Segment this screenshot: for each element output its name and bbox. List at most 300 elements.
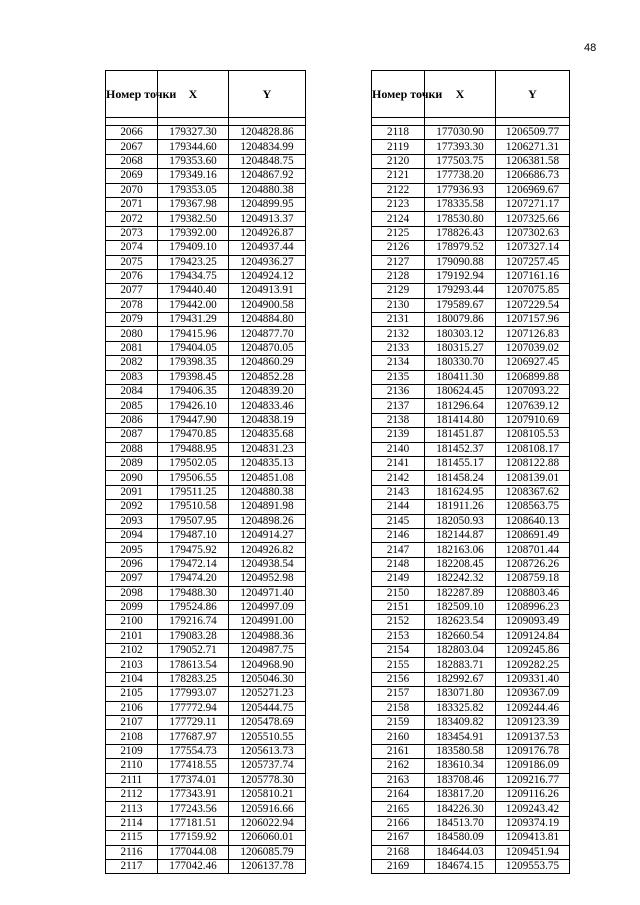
point-number-cell: 2078	[106, 298, 158, 312]
table-row	[106, 701, 306, 715]
y-coordinate-cell: 1204968.90	[229, 658, 306, 672]
point-number-cell: 2126	[372, 241, 425, 255]
point-number-cell: 2120	[372, 154, 425, 168]
table-row	[106, 313, 306, 327]
point-number-cell: 2119	[372, 140, 425, 154]
y-coordinate-cell: 1207325.66	[496, 212, 570, 226]
y-coordinate-cell: 1208122.88	[496, 456, 570, 470]
y-coordinate-cell: 1208139.01	[496, 471, 570, 485]
table-row	[106, 572, 306, 586]
point-number-cell: 2149	[372, 572, 425, 586]
y-coordinate-cell: 1207327.14	[496, 241, 570, 255]
table-row	[106, 615, 306, 629]
y-coordinate-cell: 1204834.99	[229, 140, 306, 154]
point-number-cell: 2132	[372, 327, 425, 341]
table-row	[106, 197, 306, 211]
table-row	[106, 787, 306, 801]
table-row	[372, 500, 570, 514]
x-coordinate-cell: 182144.87	[425, 528, 496, 542]
y-coordinate-cell: 1204852.28	[229, 370, 306, 384]
table-row	[372, 226, 570, 240]
point-number-cell: 2134	[372, 356, 425, 370]
point-number-header: Номер точки	[372, 71, 425, 118]
x-coordinate-cell: 179440.40	[158, 284, 229, 298]
point-number-cell: 2080	[106, 327, 158, 341]
point-number-cell: 2135	[372, 370, 425, 384]
x-coordinate-cell: 181911.26	[425, 500, 496, 514]
point-number-cell: 2102	[106, 644, 158, 658]
x-coordinate-cell: 179488.95	[158, 442, 229, 456]
x-coordinate-cell: 183610.34	[425, 759, 496, 773]
x-coordinate-cell: 177503.75	[425, 154, 496, 168]
y-coordinate-cell: 1205778.30	[229, 773, 306, 787]
y-coordinate-cell: 1204987.75	[229, 644, 306, 658]
x-coordinate-cell: 179406.35	[158, 385, 229, 399]
table-row	[106, 399, 306, 413]
point-number-cell: 2140	[372, 442, 425, 456]
table-row	[106, 428, 306, 442]
y-coordinate-cell: 1206060.01	[229, 831, 306, 845]
table-row	[106, 356, 306, 370]
x-coordinate-cell: 179392.00	[158, 226, 229, 240]
y-coordinate-cell: 1209137.53	[496, 730, 570, 744]
point-number-cell: 2124	[372, 212, 425, 226]
x-coordinate-cell: 183580.58	[425, 744, 496, 758]
y-coordinate-cell: 1209282.25	[496, 658, 570, 672]
x-coordinate-cell: 180079.86	[425, 313, 496, 327]
table-row	[372, 370, 570, 384]
table-row	[372, 730, 570, 744]
point-number-cell: 2157	[372, 687, 425, 701]
x-coordinate-cell: 179367.98	[158, 197, 229, 211]
point-number-cell: 2168	[372, 845, 425, 859]
point-number-cell: 2079	[106, 313, 158, 327]
y-coordinate-cell: 1208563.75	[496, 500, 570, 514]
coordinates-table-right	[371, 70, 570, 874]
y-coordinate-cell: 1207271.17	[496, 197, 570, 211]
point-number-cell: 2139	[372, 428, 425, 442]
page-number: 48	[584, 42, 597, 54]
x-coordinate-cell: 180315.27	[425, 341, 496, 355]
x-coordinate-cell: 179353.05	[158, 183, 229, 197]
point-number-cell: 2141	[372, 456, 425, 470]
x-coordinate-cell: 178826.43	[425, 226, 496, 240]
x-coordinate-cell: 179474.20	[158, 572, 229, 586]
point-number-cell: 2133	[372, 341, 425, 355]
table-row	[372, 759, 570, 773]
point-number-cell: 2163	[372, 773, 425, 787]
y-coordinate-cell: 1209093.49	[496, 615, 570, 629]
point-number-cell: 2117	[106, 859, 158, 873]
y-coordinate-cell: 1208759.18	[496, 572, 570, 586]
table-row	[106, 716, 306, 730]
point-number-cell: 2084	[106, 385, 158, 399]
x-coordinate-cell: 179507.95	[158, 514, 229, 528]
point-number-cell: 2154	[372, 644, 425, 658]
table-row	[372, 456, 570, 470]
x-coordinate-cell: 182050.93	[425, 514, 496, 528]
table-row	[106, 514, 306, 528]
point-number-cell: 2144	[372, 500, 425, 514]
point-number-cell: 2115	[106, 831, 158, 845]
table-row	[106, 183, 306, 197]
x-coordinate-cell: 182660.54	[425, 629, 496, 643]
y-coordinate-cell: 1204884.80	[229, 313, 306, 327]
y-coordinate-cell: 1207229.54	[496, 298, 570, 312]
table-row	[372, 845, 570, 859]
point-number-cell: 2075	[106, 255, 158, 269]
y-coordinate-cell: 1204877.70	[229, 327, 306, 341]
x-coordinate-cell: 184513.70	[425, 816, 496, 830]
table-row	[106, 557, 306, 571]
x-coordinate-cell: 179415.96	[158, 327, 229, 341]
y-coordinate-cell: 1208105.53	[496, 428, 570, 442]
y-coordinate-cell: 1209331.40	[496, 672, 570, 686]
table-row	[106, 327, 306, 341]
y-coordinate-cell: 1205046.30	[229, 672, 306, 686]
x-header: X	[158, 71, 229, 118]
table-row	[372, 183, 570, 197]
point-number-cell: 2129	[372, 284, 425, 298]
point-number-cell: 2164	[372, 787, 425, 801]
x-coordinate-cell: 179192.94	[425, 269, 496, 283]
y-coordinate-cell: 1207157.96	[496, 313, 570, 327]
y-coordinate-cell: 1208640.13	[496, 514, 570, 528]
y-coordinate-cell: 1204988.36	[229, 629, 306, 643]
table-row	[106, 586, 306, 600]
x-coordinate-cell: 178979.52	[425, 241, 496, 255]
point-number-cell: 2158	[372, 701, 425, 715]
y-coordinate-cell: 1209245.86	[496, 644, 570, 658]
x-coordinate-cell: 179470.85	[158, 428, 229, 442]
x-header: X	[425, 71, 496, 118]
point-number-cell: 2156	[372, 672, 425, 686]
x-coordinate-cell: 184226.30	[425, 802, 496, 816]
x-coordinate-cell: 177687.97	[158, 730, 229, 744]
point-number-cell: 2162	[372, 759, 425, 773]
point-number-cell: 2101	[106, 629, 158, 643]
point-number-cell: 2108	[106, 730, 158, 744]
x-coordinate-cell: 179083.28	[158, 629, 229, 643]
table-row	[106, 370, 306, 384]
point-number-cell: 2081	[106, 341, 158, 355]
table-row	[106, 816, 306, 830]
table-row	[372, 687, 570, 701]
y-coordinate-cell: 1208108.17	[496, 442, 570, 456]
point-number-cell: 2147	[372, 543, 425, 557]
table-row	[372, 514, 570, 528]
point-number-cell: 2153	[372, 629, 425, 643]
point-number-cell: 2068	[106, 154, 158, 168]
table-row	[106, 456, 306, 470]
point-number-cell: 2086	[106, 413, 158, 427]
y-coordinate-cell: 1206899.88	[496, 370, 570, 384]
y-coordinate-cell: 1207039.02	[496, 341, 570, 355]
x-coordinate-cell: 179426.10	[158, 399, 229, 413]
table-row	[372, 543, 570, 557]
header-gap	[372, 118, 570, 126]
table-row	[106, 126, 306, 140]
table-row	[372, 701, 570, 715]
x-coordinate-cell: 180330.70	[425, 356, 496, 370]
table-row	[106, 802, 306, 816]
point-number-cell: 2125	[372, 226, 425, 240]
point-number-cell: 2069	[106, 169, 158, 183]
y-coordinate-cell: 1205510.55	[229, 730, 306, 744]
y-coordinate-cell: 1204867.92	[229, 169, 306, 183]
x-coordinate-cell: 179506.55	[158, 471, 229, 485]
x-coordinate-cell: 179090.88	[425, 255, 496, 269]
point-number-cell: 2088	[106, 442, 158, 456]
point-number-cell: 2151	[372, 600, 425, 614]
x-coordinate-cell: 180303.12	[425, 327, 496, 341]
x-coordinate-cell: 183325.82	[425, 701, 496, 715]
point-number-cell: 2071	[106, 197, 158, 211]
point-number-cell: 2131	[372, 313, 425, 327]
table-row	[372, 212, 570, 226]
table-row	[372, 327, 570, 341]
x-coordinate-cell: 177554.73	[158, 744, 229, 758]
point-number-cell: 2121	[372, 169, 425, 183]
x-coordinate-cell: 183817.20	[425, 787, 496, 801]
x-coordinate-cell: 179382.50	[158, 212, 229, 226]
x-coordinate-cell: 181458.24	[425, 471, 496, 485]
y-coordinate-cell: 1209186.09	[496, 759, 570, 773]
table-row	[106, 744, 306, 758]
table-row	[372, 572, 570, 586]
y-coordinate-cell: 1205916.66	[229, 802, 306, 816]
x-coordinate-cell: 177181.51	[158, 816, 229, 830]
table-row	[372, 816, 570, 830]
y-coordinate-cell: 1206686.73	[496, 169, 570, 183]
table-row	[106, 226, 306, 240]
table-row	[372, 255, 570, 269]
y-coordinate-cell: 1205810.21	[229, 787, 306, 801]
table-row	[372, 341, 570, 355]
point-number-cell: 2160	[372, 730, 425, 744]
y-coordinate-cell: 1208701.44	[496, 543, 570, 557]
y-coordinate-cell: 1204880.38	[229, 183, 306, 197]
table-row	[372, 126, 570, 140]
table-row	[106, 413, 306, 427]
y-coordinate-cell: 1207639.12	[496, 399, 570, 413]
y-coordinate-cell: 1204926.87	[229, 226, 306, 240]
y-coordinate-cell: 1204835.13	[229, 456, 306, 470]
x-coordinate-cell: 179442.00	[158, 298, 229, 312]
x-coordinate-cell: 181624.95	[425, 485, 496, 499]
y-header: Y	[229, 71, 306, 118]
x-coordinate-cell: 178613.54	[158, 658, 229, 672]
x-coordinate-cell: 177159.92	[158, 831, 229, 845]
y-coordinate-cell: 1209123.39	[496, 716, 570, 730]
table-row	[106, 241, 306, 255]
table-row	[372, 658, 570, 672]
y-coordinate-cell: 1204899.95	[229, 197, 306, 211]
y-coordinate-cell: 1207075.85	[496, 284, 570, 298]
point-number-cell: 2169	[372, 859, 425, 873]
point-number-cell: 2076	[106, 269, 158, 283]
table-row	[106, 845, 306, 859]
x-coordinate-cell: 179398.45	[158, 370, 229, 384]
point-number-cell: 2166	[372, 816, 425, 830]
y-coordinate-cell: 1209374.19	[496, 816, 570, 830]
y-coordinate-cell: 1204838.19	[229, 413, 306, 427]
y-coordinate-cell: 1205478.69	[229, 716, 306, 730]
x-coordinate-cell: 179589.67	[425, 298, 496, 312]
y-coordinate-cell: 1204997.09	[229, 600, 306, 614]
x-coordinate-cell: 179353.60	[158, 154, 229, 168]
point-number-cell: 2092	[106, 500, 158, 514]
y-coordinate-cell: 1207126.83	[496, 327, 570, 341]
point-number-cell: 2105	[106, 687, 158, 701]
table-row	[372, 600, 570, 614]
table-row	[106, 500, 306, 514]
point-number-cell: 2111	[106, 773, 158, 787]
table-row	[372, 859, 570, 873]
x-coordinate-cell: 179510.58	[158, 500, 229, 514]
x-coordinate-cell: 179052.71	[158, 644, 229, 658]
x-coordinate-cell: 182242.32	[425, 572, 496, 586]
y-coordinate-cell: 1209367.09	[496, 687, 570, 701]
x-coordinate-cell: 179216.74	[158, 615, 229, 629]
table-row	[372, 413, 570, 427]
table-row	[106, 341, 306, 355]
point-number-cell: 2127	[372, 255, 425, 269]
x-coordinate-cell: 179475.92	[158, 543, 229, 557]
x-coordinate-cell: 182623.54	[425, 615, 496, 629]
point-number-cell: 2093	[106, 514, 158, 528]
table-row	[106, 528, 306, 542]
table-row	[106, 831, 306, 845]
point-number-cell: 2110	[106, 759, 158, 773]
y-coordinate-cell: 1205444.75	[229, 701, 306, 715]
point-number-cell: 2146	[372, 528, 425, 542]
y-coordinate-cell: 1209553.75	[496, 859, 570, 873]
y-coordinate-cell: 1204828.86	[229, 126, 306, 140]
table-row	[372, 672, 570, 686]
point-number-cell: 2122	[372, 183, 425, 197]
y-coordinate-cell: 1204860.29	[229, 356, 306, 370]
x-coordinate-cell: 179472.14	[158, 557, 229, 571]
point-number-cell: 2113	[106, 802, 158, 816]
y-coordinate-cell: 1209116.26	[496, 787, 570, 801]
table-row	[106, 629, 306, 643]
y-coordinate-cell: 1206271.31	[496, 140, 570, 154]
point-number-cell: 2116	[106, 845, 158, 859]
point-number-cell: 2167	[372, 831, 425, 845]
y-coordinate-cell: 1204900.58	[229, 298, 306, 312]
x-coordinate-cell: 183708.46	[425, 773, 496, 787]
table-row	[372, 485, 570, 499]
point-number-cell: 2082	[106, 356, 158, 370]
table-row	[372, 716, 570, 730]
table-row	[372, 399, 570, 413]
y-coordinate-cell: 1204938.54	[229, 557, 306, 571]
x-coordinate-cell: 177044.08	[158, 845, 229, 859]
point-number-cell: 2090	[106, 471, 158, 485]
y-coordinate-cell: 1209451.94	[496, 845, 570, 859]
table-row	[106, 730, 306, 744]
y-coordinate-cell: 1206022.94	[229, 816, 306, 830]
point-number-cell: 2106	[106, 701, 158, 715]
table-row	[106, 485, 306, 499]
x-coordinate-cell: 182992.67	[425, 672, 496, 686]
x-coordinate-cell: 177030.90	[425, 126, 496, 140]
y-coordinate-cell: 1207302.63	[496, 226, 570, 240]
table-row	[106, 687, 306, 701]
table-row	[106, 759, 306, 773]
y-coordinate-cell: 1204831.23	[229, 442, 306, 456]
table-row	[372, 269, 570, 283]
point-number-cell: 2112	[106, 787, 158, 801]
y-coordinate-cell: 1208691.49	[496, 528, 570, 542]
x-coordinate-cell: 181296.64	[425, 399, 496, 413]
y-coordinate-cell: 1206969.67	[496, 183, 570, 197]
point-number-cell: 2148	[372, 557, 425, 571]
table-row	[372, 644, 570, 658]
point-number-cell: 2143	[372, 485, 425, 499]
y-coordinate-cell: 1204851.08	[229, 471, 306, 485]
y-header: Y	[496, 71, 570, 118]
x-coordinate-cell: 182883.71	[425, 658, 496, 672]
point-number-cell: 2077	[106, 284, 158, 298]
x-coordinate-cell: 179447.90	[158, 413, 229, 427]
x-coordinate-cell: 183454.91	[425, 730, 496, 744]
x-coordinate-cell: 179423.25	[158, 255, 229, 269]
x-coordinate-cell: 179511.25	[158, 485, 229, 499]
x-coordinate-cell: 180411.30	[425, 370, 496, 384]
table-row	[372, 442, 570, 456]
x-coordinate-cell: 177772.94	[158, 701, 229, 715]
y-coordinate-cell: 1208726.26	[496, 557, 570, 571]
x-coordinate-cell: 179398.35	[158, 356, 229, 370]
table-row	[372, 802, 570, 816]
y-coordinate-cell: 1205737.74	[229, 759, 306, 773]
point-number-cell: 2095	[106, 543, 158, 557]
point-number-header: Номер точки	[106, 71, 158, 118]
y-coordinate-cell: 1204913.91	[229, 284, 306, 298]
table-row	[106, 169, 306, 183]
point-number-cell: 2136	[372, 385, 425, 399]
x-coordinate-cell: 179293.44	[425, 284, 496, 298]
point-number-cell: 2066	[106, 126, 158, 140]
x-coordinate-cell: 179434.75	[158, 269, 229, 283]
x-coordinate-cell: 177393.30	[425, 140, 496, 154]
table-row	[372, 615, 570, 629]
y-coordinate-cell: 1204924.12	[229, 269, 306, 283]
y-coordinate-cell: 1208367.62	[496, 485, 570, 499]
point-number-cell: 2097	[106, 572, 158, 586]
x-coordinate-cell: 179409.10	[158, 241, 229, 255]
y-coordinate-cell: 1204971.40	[229, 586, 306, 600]
point-number-cell: 2107	[106, 716, 158, 730]
table-row	[106, 600, 306, 614]
y-coordinate-cell: 1209244.46	[496, 701, 570, 715]
table-row	[106, 284, 306, 298]
x-coordinate-cell: 177738.20	[425, 169, 496, 183]
point-number-cell: 2109	[106, 744, 158, 758]
table-row	[372, 241, 570, 255]
table-row	[106, 471, 306, 485]
x-coordinate-cell: 183071.80	[425, 687, 496, 701]
x-coordinate-cell: 177936.93	[425, 183, 496, 197]
table-row	[372, 528, 570, 542]
table-row	[372, 154, 570, 168]
x-coordinate-cell: 182509.10	[425, 600, 496, 614]
x-coordinate-cell: 179524.86	[158, 600, 229, 614]
y-coordinate-cell: 1206509.77	[496, 126, 570, 140]
table-row	[106, 773, 306, 787]
